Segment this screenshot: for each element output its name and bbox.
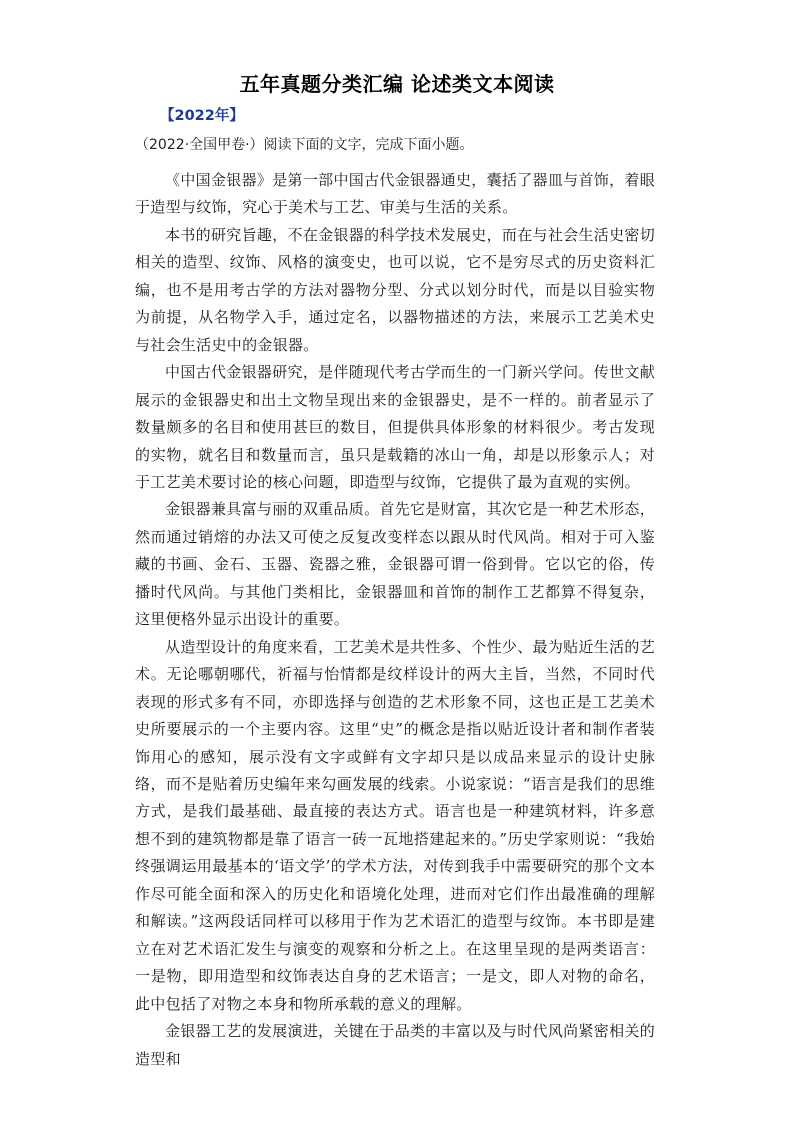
- page-title: 五年真题分类汇编 论述类文本阅读: [239, 72, 555, 96]
- paragraph: 本书的研究旨趣，不在金银器的科学技术发展史，而在与社会生活史密切相关的造型、纹饰、风格的演变史，也可以说，它不是穷尽式的历史资料汇编，也不是用考古学的方法对器物分型、分式以划分时代，而是以目验实物为前提，从名物学入手，通过定名，以器物描述的方法，来展示工艺美术史与社会生活史中的金银器。: [135, 225, 655, 354]
- paragraph: 从造型设计的角度来看，工艺美术是共性多、个性少、最为贴近生活的艺术。无论哪朝哪代，祈福与怡情都是纹样设计的两大主旨，当然，不同时代表现的形式多有不同，亦即选择与创造的艺术形象不同，这也正是工艺美术史所要展示的一个主要内容。这里“史”的概念是指以贴近设计者和制作者装饰用心的感知，展示没有文字或鲜有文字却只是以成品来显示的设计史脉络，而不是贴着历史编年来勾画发展的线索。小说家说：“语言是我们的思维方式，是我们最基础、最直接的表达方式。语言也是一种建筑材料，许多意想不到的建筑物都是靠了语言一砖一瓦地搭建起来的。”历史学家则说：“我始终强调运用最基本的‘语文学’的学术方法，对传到我手中需要研究的那个文本作尽可能全面和深入的历史化和语境化处理，进而对它们作出最准确的理解和解读。”这两段话同样可以移用于作为艺术语汇的造型与纹饰。本书即是建立在对艺术语汇发生与演变的观察和分析之上。在这里呈现的是两类语言：一是物，即用造型和纹饰表达自身的艺术语言；一是文，即人对物的命名，此中包括了对物之本身和物所承载的意义的理解。: [135, 637, 655, 1013]
- year-label: 【2022年】: [160, 108, 244, 124]
- source-line: （2022·全国甲卷·）阅读下面的文字，完成下面小题。: [135, 137, 474, 153]
- paragraph: 中国古代金银器研究，是伴随现代考古学而生的一门新兴学问。传世文献展示的金银器史和出土文物呈现出来的金银器史，是不一样的。前者显示了数量颇多的名目和使用甚巨的数目，但提供具体形象的材料很少。考古发现的实物，就名目和数量而言，虽只是载籍的冰山一角，却是以形象示人；对于工艺美术要讨论的核心问题，即造型与纹饰，它提供了最为直观的实例。: [135, 363, 655, 491]
- paragraph: 金银器工艺的发展演进，关键在于品类的丰富以及与时代风尚紧密相关的造型和: [135, 1022, 655, 1068]
- paragraph: 《中国金银器》是第一部中国古代金银器通史，囊括了器皿与首饰，着眼于造型与纹饰，究心于美术与工艺、审美与生活的关系。: [135, 171, 655, 217]
- paragraph: 金银器兼具富与丽的双重品质。首先它是财富，其次它是一种艺术形态，然而通过销熔的办法又可使之反复改变样态以跟从时代风尚。相对于可入鉴藏的书画、金石、玉器、瓷器之雅，金银器可谓一俗到骨。它以它的俗，传播时代风尚。与其他门类相比，金银器皿和首饰的制作工艺都算不得复杂，这里便格外显示出设计的重要。: [135, 500, 655, 629]
- article-body: [135, 167, 655, 1073]
